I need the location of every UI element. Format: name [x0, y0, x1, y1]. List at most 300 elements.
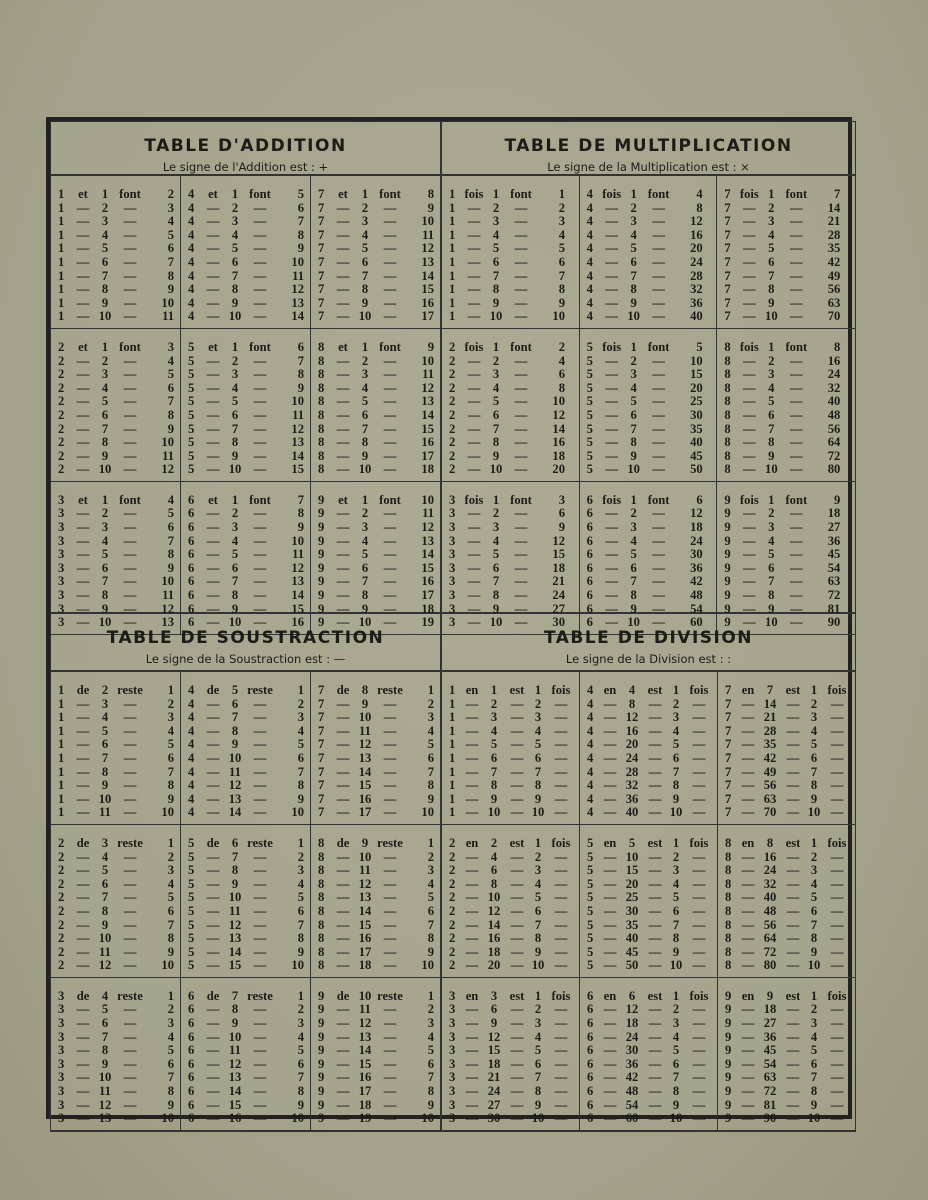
- table-cell: 9: [361, 835, 369, 850]
- table-row: [587, 507, 711, 521]
- table-cell: —: [253, 1016, 267, 1031]
- table-cell: 4: [586, 187, 593, 201]
- table-cell: 18: [625, 1016, 639, 1031]
- table-cell: 1: [810, 683, 818, 697]
- table-cell: 4: [188, 309, 195, 324]
- table-cell: —: [605, 520, 618, 535]
- table-row: [318, 382, 434, 396]
- table-cell: 6: [768, 560, 775, 575]
- table-cell: 4: [534, 876, 542, 891]
- table-cell: —: [648, 958, 662, 973]
- table-cell: 9: [297, 380, 304, 395]
- table-cell: 5: [188, 835, 195, 850]
- table-cell: —: [692, 805, 706, 820]
- table-cell: 4: [587, 764, 594, 779]
- table-cell: 7: [630, 268, 637, 283]
- table-cell: —: [76, 764, 90, 779]
- table-cell: 4: [188, 696, 195, 711]
- table-cell: —: [603, 1097, 617, 1112]
- table-cell: 72: [763, 944, 777, 959]
- table-cell: 7: [725, 764, 732, 779]
- table-cell: 1: [427, 835, 434, 850]
- table-row: [725, 766, 849, 780]
- table-cell: 13: [358, 890, 372, 905]
- table-cell: 2: [58, 903, 65, 918]
- table-cell: —: [830, 931, 844, 946]
- table-cell: 5: [534, 890, 542, 905]
- table-cell: —: [510, 876, 524, 891]
- table-cell: —: [336, 903, 350, 918]
- table-cell: 3: [58, 506, 65, 521]
- table-row: [587, 959, 711, 973]
- table-cell: est: [509, 988, 525, 1003]
- table-cell: 9: [724, 574, 731, 589]
- table-cell: 1: [58, 683, 65, 697]
- table-row: [587, 1112, 711, 1126]
- table-block: [181, 176, 311, 329]
- table-cell: 7: [724, 295, 731, 310]
- table-row: [449, 242, 573, 256]
- table-cell: 6: [587, 1097, 594, 1112]
- table-cell: 10: [98, 791, 112, 806]
- table-cell: —: [514, 353, 528, 368]
- table-row: [318, 766, 434, 780]
- table-cell: 8: [297, 506, 304, 521]
- table-cell: —: [786, 1070, 800, 1085]
- table-cell: —: [603, 931, 617, 946]
- table-cell: 8: [810, 1084, 818, 1099]
- table-cell: 48: [690, 588, 703, 603]
- table-cell: 56: [827, 421, 841, 436]
- table-cell: 6: [672, 903, 680, 918]
- table-cell: 3: [231, 214, 239, 229]
- table-cell: —: [467, 380, 481, 395]
- table-cell: 8: [427, 931, 434, 946]
- table-cell: 12: [421, 241, 434, 256]
- table-cell: —: [652, 282, 665, 297]
- table-cell: —: [652, 227, 665, 242]
- table-cell: 7: [490, 764, 498, 779]
- table-cell: 9: [361, 696, 369, 711]
- table-cell: 16: [421, 435, 434, 450]
- table-cell: —: [465, 764, 479, 779]
- table-row: [318, 450, 434, 464]
- table-cell: 4: [558, 227, 565, 242]
- table-cell: —: [76, 227, 90, 242]
- table-row: [449, 1044, 573, 1058]
- table-cell: —: [76, 601, 90, 616]
- table-cell: —: [648, 778, 662, 793]
- table-cell: 4: [628, 683, 636, 697]
- table-cell: —: [465, 805, 479, 820]
- table-block-header: [449, 494, 573, 508]
- table-cell: 3: [449, 588, 456, 603]
- table-cell: 4: [167, 1029, 174, 1044]
- table-row: [725, 806, 849, 820]
- table-cell: —: [743, 241, 756, 256]
- table-cell: —: [648, 750, 662, 765]
- table-cell: 8: [297, 1084, 304, 1099]
- table-cell: 54: [625, 1097, 639, 1112]
- table-cell: 9: [810, 944, 818, 959]
- table-row: [724, 507, 849, 521]
- table-cell: —: [510, 903, 524, 918]
- table-cell: 9: [724, 547, 731, 562]
- table-cell: 8: [427, 778, 434, 793]
- table-row: [318, 242, 434, 256]
- table-cell: 4: [101, 710, 109, 725]
- table-cell: —: [648, 1056, 662, 1071]
- table-cell: —: [123, 1016, 137, 1031]
- table-cell: 36: [690, 295, 703, 310]
- table-row: [587, 946, 711, 960]
- table-cell: —: [786, 696, 800, 711]
- table-cell: —: [123, 268, 137, 283]
- table-cell: 10: [291, 1111, 304, 1126]
- table-cell: 9: [725, 1043, 732, 1058]
- table-block: [580, 176, 718, 329]
- table-cell: —: [465, 1002, 479, 1017]
- table-cell: 6: [558, 367, 565, 382]
- table-cell: en: [741, 683, 755, 697]
- table-cell: —: [510, 1029, 524, 1044]
- table-cell: —: [790, 200, 803, 215]
- table-cell: 12: [161, 601, 174, 616]
- table-row: [449, 507, 573, 521]
- table-row: [188, 851, 304, 865]
- section-addition: [50, 121, 441, 630]
- table-cell: —: [743, 309, 756, 324]
- table-cell: 5: [188, 931, 195, 946]
- table-cell: —: [383, 723, 397, 738]
- table-cell: est: [647, 988, 663, 1003]
- table-block-header: [188, 684, 304, 698]
- table-cell: 3: [58, 1070, 65, 1085]
- table-cell: —: [383, 520, 397, 535]
- table-row: [449, 368, 573, 382]
- table-cell: 1: [492, 187, 500, 201]
- table-cell: —: [253, 696, 267, 711]
- table-row: [58, 395, 174, 409]
- table-cell: —: [554, 1016, 568, 1031]
- table-cell: —: [383, 710, 397, 725]
- table-cell: 15: [690, 367, 703, 382]
- table-cell: —: [741, 1056, 755, 1071]
- table-cell: —: [383, 764, 397, 779]
- table-cell: —: [383, 805, 397, 820]
- table-cell: 27: [487, 1097, 501, 1112]
- table-row: [58, 242, 174, 256]
- table-cell: —: [692, 737, 706, 752]
- table-cell: —: [603, 1029, 617, 1044]
- table-cell: 4: [188, 737, 195, 752]
- table-cell: —: [383, 309, 397, 324]
- table-cell: 10: [358, 309, 372, 324]
- table-cell: —: [741, 903, 755, 918]
- table-cell: —: [336, 1084, 350, 1099]
- table-cell: —: [253, 268, 267, 283]
- table-cell: —: [206, 295, 220, 310]
- table-cell: 5: [101, 863, 109, 878]
- table-row: [58, 793, 174, 807]
- table-cell: 9: [725, 1097, 732, 1112]
- table-cell: 5: [231, 241, 239, 256]
- table-cell: 3: [449, 1111, 456, 1126]
- table-cell: 10: [98, 1070, 112, 1085]
- table-cell: 4: [297, 1029, 304, 1044]
- table-cell: 7: [318, 309, 325, 324]
- table-cell: —: [743, 574, 756, 589]
- table-cell: 8: [724, 435, 731, 450]
- table-cell: —: [510, 890, 524, 905]
- table-cell: —: [253, 394, 267, 409]
- table-row: [725, 779, 849, 793]
- table-cell: —: [123, 750, 137, 765]
- table-cell: 4: [188, 200, 195, 215]
- table-row: [725, 905, 849, 919]
- table-cell: —: [648, 1084, 662, 1099]
- table-cell: 18: [552, 448, 565, 463]
- table-row: [58, 256, 174, 270]
- table-cell: —: [206, 944, 220, 959]
- table-cell: 3: [297, 1016, 304, 1031]
- table-cell: 9: [318, 1002, 325, 1017]
- table-cell: —: [692, 876, 706, 891]
- table-cell: —: [123, 254, 137, 269]
- table-cell: est: [785, 683, 801, 697]
- table-cell: —: [652, 533, 665, 548]
- table-cell: 9: [101, 778, 109, 793]
- table-cell: 7: [724, 241, 731, 256]
- table-cell: 2: [58, 835, 65, 850]
- table-cell: —: [741, 1043, 755, 1058]
- table-cell: —: [790, 533, 803, 548]
- table-cell: 7: [318, 791, 325, 806]
- table-cell: 8: [167, 1084, 174, 1099]
- table-cell: 8: [628, 696, 636, 711]
- table-cell: —: [206, 723, 220, 738]
- table-cell: —: [648, 903, 662, 918]
- table-block: [51, 825, 181, 978]
- table-cell: 8: [318, 931, 325, 946]
- table-cell: 3: [449, 1043, 456, 1058]
- table-cell: 24: [552, 588, 565, 603]
- table-cell: —: [76, 958, 90, 973]
- table-cell: et: [208, 492, 218, 507]
- table-cell: —: [465, 849, 479, 864]
- table-cell: —: [336, 1097, 350, 1112]
- table-cell: —: [123, 601, 137, 616]
- table-row: [318, 215, 434, 229]
- table-cell: —: [336, 615, 350, 630]
- table-row: [587, 1003, 711, 1017]
- table-cell: 9: [297, 1097, 304, 1112]
- table-cell: 7: [318, 723, 325, 738]
- table-cell: 2: [558, 200, 565, 215]
- table-row: [724, 283, 849, 297]
- table-cell: —: [336, 750, 350, 765]
- table-cell: —: [741, 750, 755, 765]
- table-cell: 27: [827, 520, 841, 535]
- table-cell: 6: [167, 1056, 174, 1071]
- table-cell: 4: [586, 254, 593, 269]
- table-cell: 8: [231, 435, 239, 450]
- table-cell: 4: [586, 241, 593, 256]
- table-cell: 5: [188, 448, 195, 463]
- table-cell: fois: [551, 683, 571, 697]
- table-cell: 2: [427, 696, 434, 711]
- table-cell: 10: [291, 533, 304, 548]
- table-cell: 10: [487, 805, 501, 820]
- table-row: [587, 256, 711, 270]
- table-cell: 1: [672, 835, 680, 850]
- table-cell: 4: [558, 353, 565, 368]
- table-cell: —: [383, 421, 397, 436]
- table-cell: 8: [297, 778, 304, 793]
- table-cell: 1: [449, 805, 456, 820]
- table-row: [318, 752, 434, 766]
- table-cell: 3: [630, 367, 637, 382]
- table-cell: 10: [487, 890, 501, 905]
- table-cell: 42: [763, 750, 777, 765]
- table-cell: —: [786, 750, 800, 765]
- table-cell: 8: [534, 778, 542, 793]
- table-cell: 19: [421, 615, 434, 630]
- table-cell: 5: [231, 547, 239, 562]
- table-cell: —: [790, 254, 803, 269]
- table-cell: 4: [810, 876, 818, 891]
- table-cell: 8: [318, 917, 325, 932]
- table-row: [724, 548, 849, 562]
- table-row: [587, 1099, 711, 1113]
- table-row: [449, 256, 573, 270]
- table-cell: —: [605, 380, 618, 395]
- table-cell: —: [76, 791, 90, 806]
- table-cell: —: [603, 1043, 617, 1058]
- table-cell: 5: [188, 421, 195, 436]
- table-cell: 8: [810, 931, 818, 946]
- table-cell: —: [554, 791, 568, 806]
- table-cell: —: [76, 696, 90, 711]
- table-cell: —: [554, 723, 568, 738]
- table-cell: 7: [231, 849, 239, 864]
- table-cell: 6: [297, 750, 304, 765]
- table-cell: 8: [834, 339, 841, 354]
- table-cell: 14: [358, 903, 372, 918]
- table-cell: —: [206, 506, 220, 521]
- table-cell: —: [603, 1016, 617, 1031]
- table-cell: —: [830, 805, 844, 820]
- table-cell: et: [208, 339, 218, 354]
- table-cell: —: [603, 778, 617, 793]
- table-cell: —: [206, 890, 220, 905]
- table-cell: —: [648, 1029, 662, 1044]
- table-block: [717, 176, 855, 329]
- table-cell: —: [123, 574, 137, 589]
- table-row: [58, 698, 174, 712]
- table-cell: —: [467, 421, 481, 436]
- table-cell: —: [253, 601, 267, 616]
- table-row: [318, 738, 434, 752]
- table-row: [318, 283, 434, 297]
- table-cell: —: [336, 863, 350, 878]
- table-cell: 6: [188, 615, 195, 630]
- table-cell: 8: [318, 835, 325, 850]
- table-row: [58, 1071, 174, 1085]
- table-row: [318, 270, 434, 284]
- table-cell: 5: [810, 737, 818, 752]
- table-cell: —: [467, 601, 481, 616]
- table-cell: 1: [810, 835, 818, 850]
- table-cell: —: [652, 520, 665, 535]
- table-cell: 9: [534, 791, 542, 806]
- table-row: [58, 521, 174, 535]
- table-cell: —: [514, 421, 528, 436]
- table-cell: —: [603, 805, 617, 820]
- table-cell: —: [790, 282, 803, 297]
- table-cell: 6: [587, 1029, 594, 1044]
- table-cell: 5: [492, 394, 500, 409]
- table-row: [725, 752, 849, 766]
- table-cell: 3: [58, 560, 65, 575]
- table-cell: 5: [188, 863, 195, 878]
- table-cell: —: [510, 750, 524, 765]
- table-cell: —: [253, 227, 267, 242]
- table-row: [188, 355, 304, 369]
- table-cell: 2: [58, 353, 65, 368]
- table-row: [188, 215, 304, 229]
- table-row: [318, 297, 434, 311]
- table-cell: —: [514, 533, 528, 548]
- table-cell: 5: [188, 890, 195, 905]
- table-cell: reste: [247, 835, 273, 850]
- table-cell: 13: [228, 791, 242, 806]
- table-cell: 8: [630, 588, 637, 603]
- table-cell: —: [790, 547, 803, 562]
- table-cell: 6: [587, 1070, 594, 1085]
- table-cell: 4: [492, 533, 500, 548]
- table-cell: —: [206, 520, 220, 535]
- table-cell: 8: [630, 282, 637, 297]
- table-cell: —: [465, 890, 479, 905]
- table-row: [587, 562, 711, 576]
- table-cell: 10: [627, 309, 640, 324]
- table-cell: —: [741, 917, 755, 932]
- table-cell: 9: [768, 601, 775, 616]
- table-cell: 6: [492, 254, 500, 269]
- table-cell: en: [465, 835, 479, 850]
- table-cell: 8: [318, 353, 325, 368]
- table-cell: —: [514, 214, 528, 229]
- table-cell: —: [336, 723, 350, 738]
- table-cell: —: [465, 903, 479, 918]
- table-cell: —: [467, 254, 481, 269]
- table-cell: 2: [449, 339, 456, 354]
- table-cell: et: [208, 187, 218, 201]
- table-cell: —: [830, 750, 844, 765]
- table-row: [188, 766, 304, 780]
- section-title: TABLE DE MULTIPLICATION: [504, 136, 793, 156]
- table-cell: —: [743, 254, 756, 269]
- table-cell: 2: [534, 1002, 542, 1017]
- table-cell: 1: [449, 696, 456, 711]
- table-cell: 5: [492, 547, 500, 562]
- table-row: [725, 891, 849, 905]
- table-cell: 8: [766, 835, 774, 850]
- table-cell: 6: [587, 1056, 594, 1071]
- table-block-header: [318, 990, 434, 1004]
- table-cell: font: [249, 339, 271, 354]
